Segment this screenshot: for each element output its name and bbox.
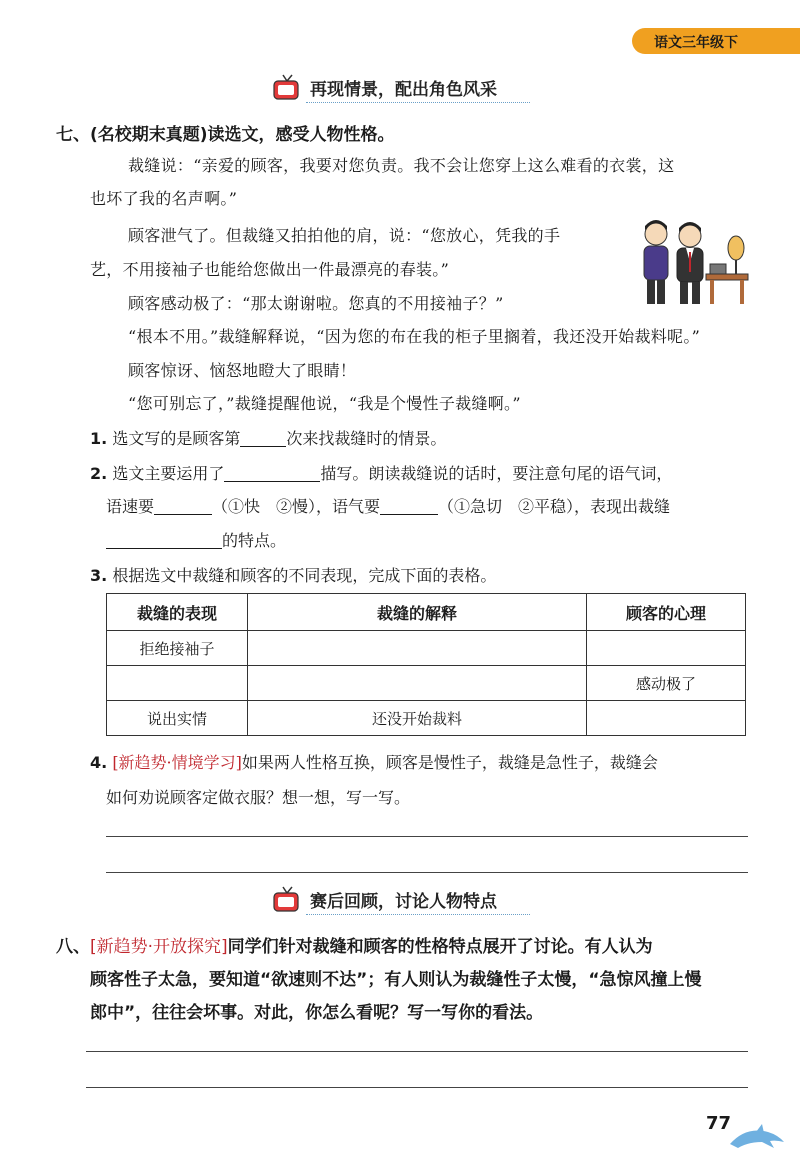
table-cell: 拒绝接袖子: [107, 631, 248, 666]
section-title: 再现情景，配出角色风采: [310, 80, 497, 100]
question-8-line-1: 八、[新趋势·开放探究]同学们针对裁缝和顾客的性格特点展开了讨论。有人认为: [56, 937, 653, 957]
tv-icon: [272, 74, 302, 102]
passage-line: “您可别忘了，”裁缝提醒他说，“我是个慢性子裁缝啊。”: [128, 394, 521, 413]
table-cell-blank[interactable]: [587, 701, 746, 736]
table-cell-blank[interactable]: [107, 666, 248, 701]
passage-line: 也坏了我的名声啊。”: [90, 189, 238, 208]
passage-line: 裁缝说：“亲爱的顾客，我要对您负责。我不会让您穿上这么难看的衣裳，这: [128, 156, 675, 175]
table-header: 裁缝的解释: [248, 594, 587, 631]
section-banner-1: [272, 72, 530, 104]
sub-question-2-line-2: 语速要 （①快 ②慢），语气要 （①急切 ②平稳），表现出裁缝: [106, 497, 671, 516]
question-7-heading: 七、(名校期末真题)读选文，感受人物性格。: [56, 125, 395, 145]
answer-blank[interactable]: [240, 430, 286, 447]
table-cell-blank[interactable]: [587, 631, 746, 666]
passage-line: 艺，不用接袖子也能给您做出一件最漂亮的春装。”: [90, 260, 450, 279]
table-row: [107, 701, 746, 736]
passage-line: 顾客惊讶、恼怒地瞪大了眼睛！: [128, 361, 357, 380]
answer-blank[interactable]: [106, 532, 222, 549]
answer-blank[interactable]: [380, 498, 438, 515]
header-tab-label: 语文三年级下: [654, 35, 738, 51]
table-cell: 感动极了: [587, 666, 746, 701]
table-cell: 说出实情: [107, 701, 248, 736]
table-cell: 还没开始裁料: [248, 701, 587, 736]
passage-line: 顾客感动极了：“那太谢谢啦。您真的不用接袖子？”: [128, 294, 504, 313]
sub-question-4-line-1: 4. [新趋势·情境学习]如果两人性格互换，顾客是慢性子，裁缝是急性子，裁缝会: [90, 753, 658, 772]
banner-underline: [306, 102, 530, 103]
question-8-line-2: 顾客性子太急，要知道“欲速则不达”；有人则认为裁缝性子太慢，“急惊风撞上慢: [90, 970, 702, 990]
writing-line[interactable]: [86, 1051, 748, 1052]
page-number: 77: [706, 1113, 732, 1134]
section-banner-2: [272, 884, 530, 916]
sub-question-1: 1. 选文写的是顾客第 次来找裁缝时的情景。: [90, 429, 447, 448]
answer-blank[interactable]: [154, 498, 212, 515]
table-header-row: [107, 594, 746, 631]
character-table: [106, 593, 746, 736]
table-cell-blank[interactable]: [248, 666, 587, 701]
answer-blank[interactable]: [224, 465, 320, 482]
trend-tag: [新趋势·情境学习]: [112, 753, 242, 772]
passage-line: 顾客泄气了。但裁缝又拍拍他的肩，说：“您放心，凭我的手: [128, 226, 561, 245]
sub-question-2-line-1: 2. 选文主要运用了 描写。朗读裁缝说的话时，要注意句尾的语气词，: [90, 464, 673, 483]
sub-question-2-line-3: 的特点。: [106, 528, 286, 551]
writing-line[interactable]: [106, 836, 748, 837]
tv-icon: [272, 886, 302, 914]
writing-line[interactable]: [106, 872, 748, 873]
writing-line[interactable]: [86, 1087, 748, 1088]
dolphin-icon: [726, 1122, 790, 1152]
sub-question-3: 3. 根据选文中裁缝和顾客的不同表现，完成下面的表格。: [90, 566, 497, 585]
table-header: 顾客的心理: [587, 594, 746, 631]
trend-tag: [新趋势·开放探究]: [90, 937, 228, 957]
header-tab: [632, 28, 800, 54]
tailor-illustration: [636, 212, 752, 310]
banner-underline: [306, 914, 530, 915]
table-header: 裁缝的表现: [107, 594, 248, 631]
question-8-line-3: 郎中”，往往会坏事。对此，你怎么看呢？写一写你的看法。: [90, 1003, 544, 1023]
table-cell-blank[interactable]: [248, 631, 587, 666]
table-row: [107, 666, 746, 701]
section-title: 赛后回顾，讨论人物特点: [310, 892, 497, 912]
passage-line: “根本不用。”裁缝解释说，“因为您的布在我的柜子里搁着，我还没开始裁料呢。”: [128, 327, 701, 346]
table-row: [107, 631, 746, 666]
sub-question-4-line-2: 如何劝说顾客定做衣服？想一想，写一写。: [106, 788, 411, 807]
